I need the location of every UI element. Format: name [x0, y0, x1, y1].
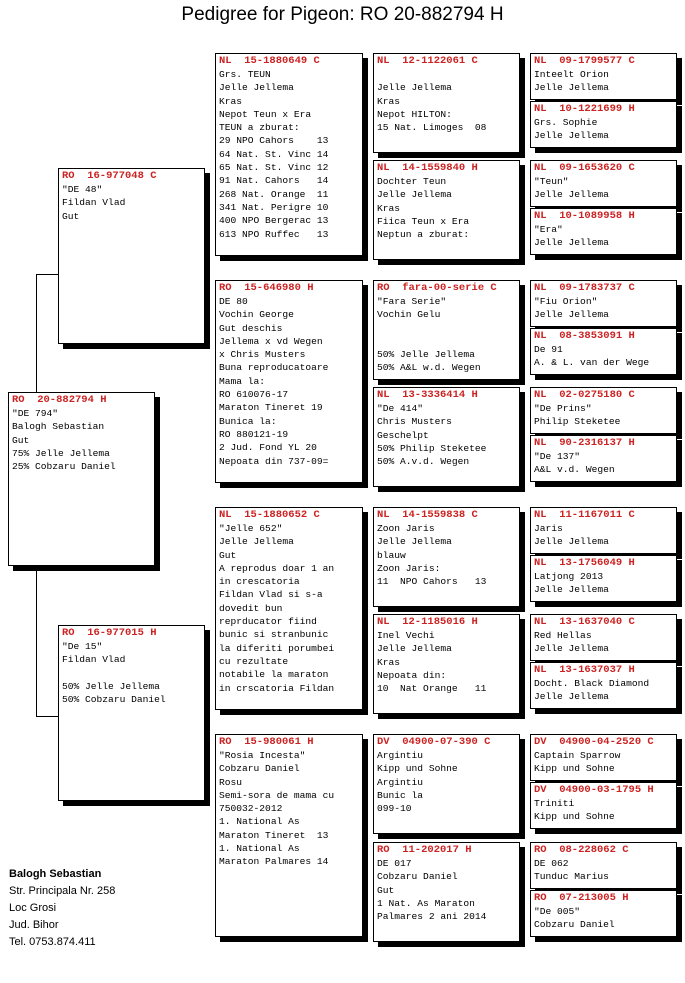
pigeon-info-line: Zoon Jaris [377, 523, 435, 534]
owner-name: Balogh Sebastian [9, 868, 102, 880]
pigeon-info-line: Nepoata din 737-09= [219, 455, 329, 467]
ring-number: NL 12-1185016 H [377, 616, 478, 628]
pigeon-info-line: 341 Nat. Perigre 10 [219, 201, 329, 213]
pigeon-info-line: in crescatoria [219, 576, 300, 588]
ring-number: NL 14-1559840 H [377, 162, 478, 174]
pigeon-info-line: in crscatoria Fildan [219, 682, 335, 694]
pigeon-info-line: Grs. Sophie [534, 117, 598, 128]
ring-number: RO 08-228062 C [534, 844, 629, 856]
pigeon-info-line: Maraton Palmares 14 [219, 856, 329, 868]
ring-number: RO 11-202017 H [377, 844, 472, 856]
pigeon-info-line: 11 NPO Cahors 13 [377, 576, 487, 588]
ring-number: RO 15-980061 H [219, 736, 314, 748]
pigeon-info-line: Argintiu [377, 750, 424, 761]
owner-street: Str. Principala Nr. 258 [9, 885, 116, 897]
pigeon-card [530, 387, 677, 434]
ring-number: NL 13-1756049 H [534, 557, 635, 569]
connector-line [36, 274, 60, 275]
pigeon-info-line: Jelle Jellema [377, 536, 452, 548]
pigeon-info-line: 50% Cobzaru Daniel [62, 694, 166, 706]
pigeon-info-line: Kras [377, 656, 401, 668]
pigeon-info-line: notabile la maraton [219, 669, 329, 681]
ring-number: DV 04900-07-390 C [377, 736, 491, 748]
pigeon-info-line: Jelle Jellema [219, 536, 294, 548]
ring-number: DV 04900-03-1795 H [534, 784, 654, 796]
pigeon-info-line: Kipp und Sohne [534, 763, 615, 775]
pigeon-info-line: Vochin Gelu [377, 309, 441, 321]
pigeon-info-line: Fildan Vlad [62, 197, 126, 209]
pigeon-info-line: Maraton Tineret 13 [219, 829, 329, 841]
pigeon-info-line: 2 Jud. Fond YL 20 [219, 442, 317, 454]
pigeon-info-line: Docht. Black Diamond [534, 678, 650, 689]
ring-number: RO 16-977048 C [62, 170, 157, 182]
pigeon-info-line: Jelle Jellema [534, 643, 609, 655]
pigeon-info-line: Balogh Sebastian [12, 421, 105, 433]
pigeon-card [530, 280, 677, 327]
pigeon-info-line: Nepoata din: [377, 669, 447, 681]
pigeon-info-line: Latjong 2013 [534, 571, 604, 582]
pigeon-info-line: 75% Jelle Jellema [12, 447, 110, 459]
pigeon-info-line: 25% Cobzaru Daniel [12, 461, 116, 473]
ring-number: NL 02-0275180 C [534, 389, 635, 401]
pigeon-info-line: 65 Nat. St. Vinc 12 [219, 162, 329, 174]
pigeon-info-line: "De 15" [62, 641, 103, 652]
pigeon-info-line: Fildan Vlad [62, 654, 126, 666]
pigeon-card [530, 734, 677, 781]
pigeon-info-line: 1. National As [219, 816, 300, 828]
pigeon-info-line: Kras [219, 95, 243, 107]
pigeon-card [215, 734, 363, 937]
pigeon-info-line: DE 062 [534, 858, 569, 869]
pigeon-info-line: DE 017 [377, 858, 412, 869]
owner-locality: Loc Grosi [9, 902, 57, 914]
ring-number: RO fara-00-serie C [377, 282, 497, 294]
connector-line [36, 716, 60, 717]
ring-number: RO 15-646980 H [219, 282, 314, 294]
pigeon-info-line: 099-10 [377, 803, 412, 815]
pigeon-info-line: Dochter Teun [377, 176, 447, 187]
pigeon-card [530, 101, 677, 148]
ring-number: RO 20-882794 H [12, 394, 107, 406]
pigeon-info-line: Geschelpt [377, 429, 429, 441]
pigeon-info-line: Kipp und Sohne [377, 763, 458, 775]
pigeon-card [530, 53, 677, 100]
pigeon-info-line: Mama la: [219, 375, 266, 387]
pigeon-info-line: 1. National As [219, 843, 300, 855]
pigeon-info-line: cu rezultate [219, 655, 289, 667]
ring-number: NL 10-1089958 H [534, 210, 635, 222]
ring-number: NL 09-1783737 C [534, 282, 635, 294]
pigeon-info-line: Jelle Jellema [219, 82, 294, 94]
pigeon-info-line: RO 610076-17 [219, 389, 289, 401]
pigeon-info-line: Neptun a zburat: [377, 229, 470, 241]
ring-number: NL 09-1799577 C [534, 55, 635, 67]
pigeon-info-line: Jelle Jellema [534, 584, 609, 596]
pigeon-card [215, 53, 363, 256]
pigeon-info-line: "Era" [534, 224, 563, 235]
ring-number: NL 90-2316137 H [534, 437, 635, 449]
pigeon-card [530, 160, 677, 207]
pigeon-info-line: Maraton Tineret 19 [219, 402, 323, 414]
pigeon-card [530, 555, 677, 602]
pigeon-info-line: "DE 48" [62, 184, 103, 195]
pigeon-info-line: Cobzaru Daniel [534, 919, 615, 931]
ring-number: NL 09-1653620 C [534, 162, 635, 174]
page-title: Pedigree for Pigeon: RO 20-882794 H [181, 4, 504, 25]
pigeon-info-line: la diferiti porumbei [219, 642, 335, 654]
pigeon-info-line: "Teun" [534, 176, 569, 187]
ring-number: NL 15-1880649 C [219, 55, 320, 67]
pigeon-info-line: Gut [219, 549, 237, 561]
pigeon-info-line: Jelle Jellema [534, 309, 609, 321]
pigeon-info-line: TEUN a zburat: [219, 122, 300, 134]
pigeon-info-line: Fiica Teun x Era [377, 215, 470, 227]
connector-line [36, 274, 37, 394]
pigeon-info-line: blauw [377, 549, 406, 561]
pigeon-info-line: Philip Steketee [534, 416, 621, 428]
pigeon-card [373, 734, 520, 834]
pigeon-card [373, 507, 520, 607]
pigeon-info-line: "Fiu Orion" [534, 296, 598, 307]
ring-number: NL 14-1559838 C [377, 509, 478, 521]
pigeon-card [530, 328, 677, 375]
ring-number: NL 10-1221699 H [534, 103, 635, 115]
pigeon-info-line: Vochin George [219, 309, 294, 321]
pigeon-info-line: "De 137" [534, 451, 581, 462]
pigeon-card [373, 842, 520, 942]
pigeon-info-line: Gut deschis [219, 322, 283, 334]
pigeon-card [530, 890, 677, 937]
pigeon-card [530, 435, 677, 482]
pigeon-info-line: 15 Nat. Limoges 08 [377, 122, 487, 134]
pigeon-info-line: A reprodus doar 1 an [219, 562, 335, 574]
pigeon-info-line: Jelle Jellema [534, 82, 609, 94]
ring-number: NL 11-1167011 C [534, 509, 635, 521]
pigeon-info-line: Nepot HILTON: [377, 108, 452, 120]
pigeon-info-line: Inel Vechi [377, 630, 435, 641]
pigeon-info-line: x Chris Musters [219, 349, 306, 361]
pigeon-info-line: Bunic la [377, 789, 424, 801]
pigeon-info-line: Semi-sora de mama cu [219, 789, 335, 801]
pigeon-info-line: Gut [377, 884, 395, 896]
ring-number: RO 07-213005 H [534, 892, 629, 904]
pigeon-info-line [374, 68, 519, 81]
pigeon-info-line: DE 80 [219, 296, 248, 307]
pigeon-card [215, 280, 363, 483]
pigeon-info-line: dovedit bun [219, 602, 283, 614]
pigeon-card [373, 280, 520, 380]
pigeon-info-line: Jelle Jellema [534, 691, 609, 703]
pigeon-info-line [59, 667, 204, 680]
owner-county: Jud. Bihor [9, 919, 59, 931]
ring-number: NL 08-3853091 H [534, 330, 635, 342]
pigeon-card [58, 168, 205, 344]
ring-number: NL 15-1880652 C [219, 509, 320, 521]
pigeon-info-line: "De 414" [377, 403, 424, 414]
pigeon-info-line: Grs. TEUN [219, 69, 271, 80]
pigeon-info-line: Jelle Jellema [534, 536, 609, 548]
pigeon-card [215, 507, 363, 710]
pigeon-info-line: Kipp und Sohne [534, 811, 615, 823]
pigeon-info-line: bunic si stranbunic [219, 629, 329, 641]
pigeon-info-line: Tunduc Marius [534, 871, 609, 883]
pigeon-card [373, 614, 520, 714]
pigeon-info-line: Gut [12, 434, 30, 446]
pigeon-card [373, 160, 520, 260]
pigeon-info-line: Bunica la: [219, 415, 277, 427]
pigeon-info-line: Zoon Jaris: [377, 562, 441, 574]
pigeon-info-line: 29 NPO Cahors 13 [219, 135, 329, 147]
ring-number: NL 12-1122061 C [377, 55, 478, 67]
pigeon-info-line: Fildan Vlad si s-a [219, 589, 323, 601]
pigeon-info-line: "Jelle 652" [219, 523, 283, 534]
pigeon-info-line: A&L v.d. Wegen [534, 464, 615, 476]
ring-number: NL 13-3336414 H [377, 389, 478, 401]
pigeon-info-line: Jelle Jellema [377, 189, 452, 201]
pigeon-info-line: A. & L. van der Wege [534, 357, 650, 369]
pigeon-info-line: "De Prins" [534, 403, 592, 414]
pigeon-info-line: "Rosia Incesta" [219, 750, 306, 761]
pigeon-info-line [374, 322, 519, 335]
pigeon-info-line: "DE 794" [12, 408, 59, 419]
pigeon-info-line: "Fara Serie" [377, 296, 447, 307]
pigeon-info-line: 613 NPO Ruffec 13 [219, 228, 329, 240]
pigeon-info-line: Rosu [219, 776, 243, 788]
pigeon-info-line: "De 005" [534, 906, 581, 917]
pigeon-info-line: 10 Nat Orange 11 [377, 683, 487, 695]
pigeon-info-line: 1 Nat. As Maraton [377, 897, 475, 909]
pigeon-card [530, 662, 677, 709]
pigeon-info-line: Jelle Jellema [534, 189, 609, 201]
pigeon-info-line: 50% Jelle Jellema [377, 349, 475, 361]
pigeon-info-line: Jellema x vd Wegen [219, 335, 323, 347]
pigeon-card [530, 782, 677, 829]
pigeon-info-line: Jelle Jellema [534, 130, 609, 142]
pigeon-info-line: Jelle Jellema [377, 82, 452, 94]
pigeon-info-line: 750032-2012 [219, 803, 283, 815]
pigeon-info-line: 50% Philip Steketee [377, 442, 487, 454]
ring-number: RO 16-977015 H [62, 627, 157, 639]
pigeon-card [530, 208, 677, 255]
ring-number: NL 13-1637037 H [534, 664, 635, 676]
pigeon-info-line: Gut [62, 210, 80, 222]
pigeon-info-line: Jelle Jellema [377, 643, 452, 655]
pigeon-info-line: Palmares 2 ani 2014 [377, 911, 487, 923]
pigeon-card [530, 507, 677, 554]
pigeon-info-line: Chris Musters [377, 416, 452, 428]
ring-number: DV 04900-04-2520 C [534, 736, 654, 748]
pigeon-info-line: Argintiu [377, 776, 424, 788]
pigeon-card [58, 625, 205, 801]
pigeon-info-line: De 91 [534, 344, 563, 355]
pigeon-info-line: 400 NPO Bergerac 13 [219, 215, 329, 227]
pigeon-info-line: Captain Sparrow [534, 750, 621, 761]
owner-phone: Tel. 0753.874.411 [9, 936, 96, 948]
pigeon-card [373, 53, 520, 153]
pigeon-info-line: 50% A.v.d. Wegen [377, 456, 470, 468]
pigeon-info-line: RO 880121-19 [219, 428, 289, 440]
pigeon-info-line [374, 335, 519, 348]
pigeon-info-line: reprducator fiind [219, 616, 317, 628]
pigeon-info-line: Kras [377, 95, 401, 107]
pigeon-info-line: Inteelt Orion [534, 69, 609, 80]
pigeon-info-line: Buna reproducatoare [219, 362, 329, 374]
pigeon-info-line: 64 Nat. St. Vinc 14 [219, 148, 329, 160]
owner-info [9, 866, 115, 951]
ring-number: NL 13-1637040 C [534, 616, 635, 628]
pigeon-info-line: Jaris [534, 523, 563, 534]
pigeon-info-line: Kras [377, 202, 401, 214]
pigeon-info-line: Jelle Jellema [534, 237, 609, 249]
subject-card [8, 392, 155, 566]
pigeon-card [530, 842, 677, 889]
pigeon-info-line: 91 Nat. Cahors 14 [219, 175, 329, 187]
pigeon-info-line: 50% Jelle Jellema [62, 680, 160, 692]
pigeon-info-line: Cobzaru Daniel [219, 763, 300, 775]
pigeon-info-line: Triniti [534, 798, 575, 809]
pigeon-info-line: Nepot Teun x Era [219, 108, 312, 120]
pigeon-card [530, 614, 677, 661]
pigeon-info-line: 50% A&L w.d. Wegen [377, 362, 481, 374]
pigeon-card [373, 387, 520, 487]
pigeon-info-line: Red Hellas [534, 630, 592, 641]
pigeon-info-line: Cobzaru Daniel [377, 871, 458, 883]
pigeon-info-line: 268 Nat. Orange 11 [219, 188, 329, 200]
